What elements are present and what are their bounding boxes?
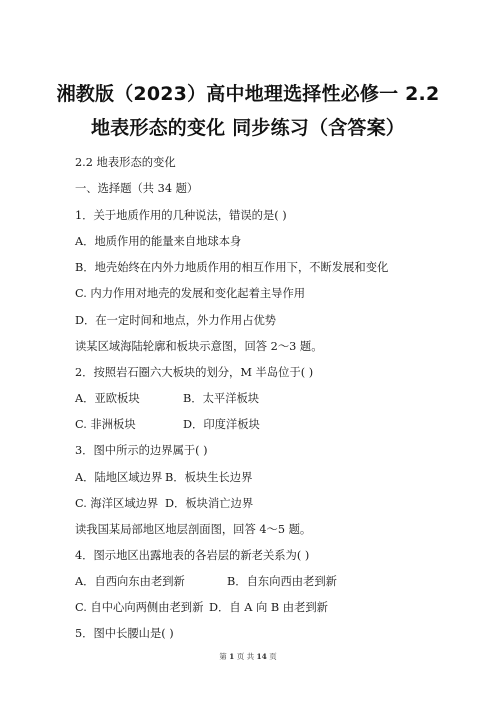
question-1-option-d: D．在一定时间和地点，外力作用占优势	[75, 314, 277, 327]
question-4-option-c: C. 自中心向两侧由老到新	[75, 601, 204, 614]
question-2-options-ab	[75, 391, 259, 407]
question-1-option-c: C. 内力作用对地壳的发展和变化起着主导作用	[75, 287, 306, 300]
footer-page-number: 1	[229, 652, 235, 661]
document-title-line-1: 湘教版（2023）高中地理选择性必修一 2.2	[56, 83, 440, 105]
footer-total-pages: 14	[256, 652, 267, 661]
question-2-option-d: D．印度洋板块	[183, 418, 260, 431]
question-3-option-a: A．陆地区域边界	[75, 471, 163, 484]
footer-suffix: 页	[269, 652, 277, 661]
page-footer	[0, 651, 496, 662]
reading-intro-1: 读某区域海陆轮廓和板块示意图，回答 2～3 题。	[75, 340, 323, 353]
question-3-options-ab	[75, 470, 252, 486]
question-1-stem: 1．关于地质作用的几种说法，错误的是( )	[75, 209, 287, 222]
question-2-option-c: C. 非洲板块	[75, 418, 136, 431]
question-3-stem: 3．图中所示的边界属于( )	[75, 444, 208, 457]
reading-intro-2: 读我国某局部地区地层剖面图，回答 4～5 题。	[75, 523, 312, 536]
question-4-option-d: D．自 A 向 B 由老到新	[209, 601, 328, 614]
question-4-options-ab	[75, 574, 337, 590]
question-3-option-c: C. 海洋区域边界	[75, 497, 159, 510]
question-3-option-d: D．板块消亡边界	[165, 497, 254, 510]
question-1-option-a: A．地质作用的能量来自地球本身	[75, 235, 242, 248]
question-1-option-b: B．地壳始终在内外力地质作用的相互作用下，不断发展和变化	[75, 261, 389, 274]
question-3-option-b: B．板块生长边界	[165, 471, 253, 484]
part-heading: 一、选择题（共 34 题）	[75, 182, 199, 195]
question-2-option-b: B．太平洋板块	[183, 392, 260, 405]
footer-prefix: 第	[219, 652, 227, 661]
question-2-stem: 2．按照岩石圈六大板块的划分，M 半岛位于( )	[75, 366, 314, 379]
question-5-stem: 5．图中长腰山是( )	[75, 627, 174, 640]
question-3-options-cd	[75, 496, 253, 512]
section-heading: 2.2 地表形态的变化	[75, 156, 176, 169]
question-4-option-a: A．自西向东由老到新	[75, 575, 185, 588]
question-2-options-cd	[75, 417, 260, 433]
question-4-stem: 4．图示地区出露地表的各岩层的新老关系为( )	[75, 549, 310, 562]
question-2-option-a: A．亚欧板块	[75, 392, 140, 405]
footer-mid: 页 共	[236, 652, 255, 661]
question-4-options-cd	[75, 600, 328, 616]
question-4-option-b: B．自东向西由老到新	[227, 575, 337, 588]
document-title-line-2: 地表形态的变化 同步练习（含答案）	[90, 117, 406, 139]
